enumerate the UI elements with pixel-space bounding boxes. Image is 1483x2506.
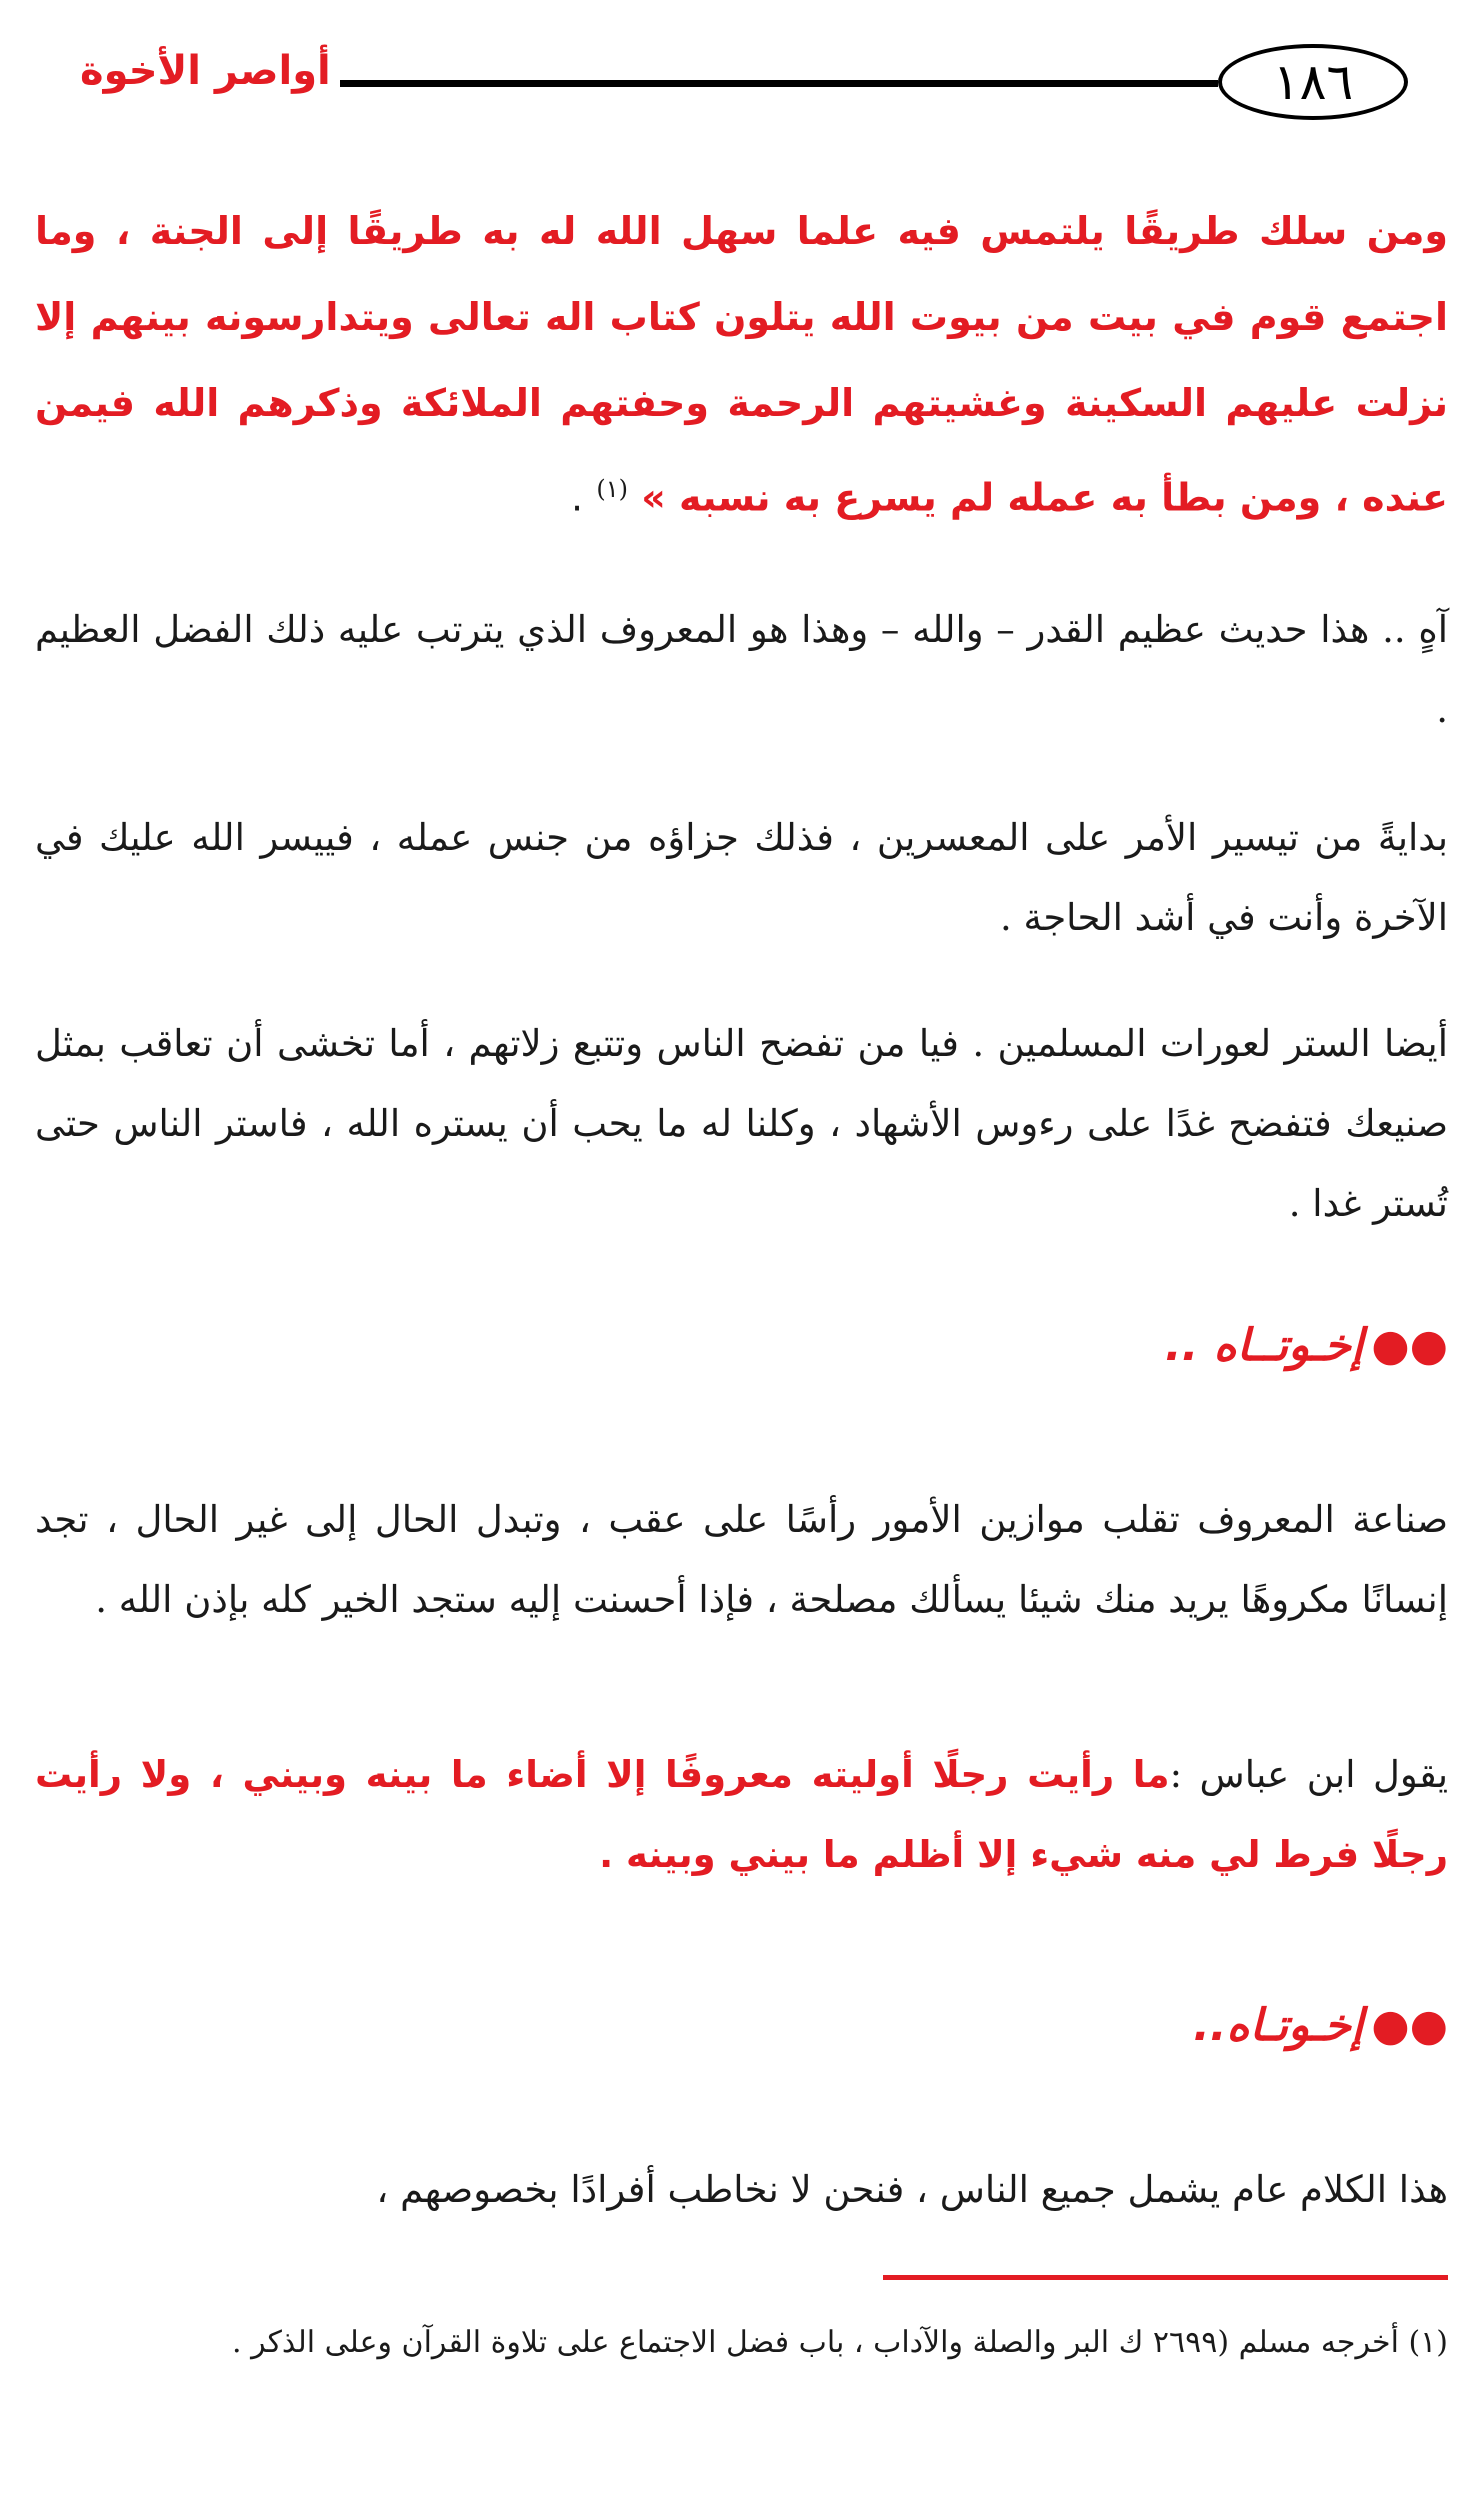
hadith-text: [35, 188, 1448, 541]
paragraph-2: بدايةً من تيسير الأمر على المعسرين ، فذلك جزاؤه من جنس عمله ، فييسر الله عليك في الآخرة وأنت في أشد الحاجة .: [35, 816, 1448, 939]
ibn-abbas-quote: ما رأيت رجلًا أوليته معروفًا إلا أضاء ما بينه وبيني ، ولا رأيت رجلًا فرط لي منه شيء إلا أظلم ما بيني وبينه .: [35, 1753, 1448, 1876]
heading-2-text: إخـوتـاه..: [1193, 2000, 1364, 2051]
paragraph-1: آهٍ .. هذا حديث عظيم القدر – والله – وهذا هو المعروف الذي يترتب عليه ذلك الفضل العظيم .: [35, 608, 1448, 731]
page-header: [40, 40, 1443, 130]
section-heading-1: [1165, 1320, 1448, 1371]
heading-bullets-icon: ●●: [1371, 1320, 1448, 1371]
hadith-end-dot: .: [571, 475, 584, 520]
heading-1-text: إخـوتــاه ..: [1164, 1320, 1364, 1371]
page-number: ١٨٦: [1218, 44, 1408, 120]
paragraph-5: [35, 1735, 1448, 1895]
section-heading-2: [1193, 2000, 1448, 2051]
hadith-body: ومن سلك طريقًا يلتمس فيه علما سهل الله له به طريقًا إلى الجنة ، وما اجتمع قوم في بيت من بيوت الله يتلون كتاب اله تعالى ويتدارسونه بينهم إلا نزلت عليهم السكينة وغشيتهم الرحمة وحفتهم الملائكة وذكرهم الله فيمن عنده ، ومن بطأ به عمله لم يسرع به نسبه »: [35, 209, 1448, 520]
footnote-reference: (١): [596, 475, 629, 503]
header-rule: [340, 80, 1218, 87]
heading-bullets-icon: ●●: [1371, 2000, 1448, 2051]
quote-attribution: يقول ابن عباس :: [1169, 1753, 1448, 1796]
paragraph-3: أيضا الستر لعورات المسلمين . فيا من تفضح الناس وتتبع زلاتهم ، أما تخشى أن تعاقب بمثل صنيعك فتفضح غدًا على رءوس الأشهاد ، وكلنا له ما يحب أن يستره الله ، فاستر الناس حتى تُستر غدا .: [35, 1022, 1448, 1225]
book-title: أواصر الأخوة: [80, 48, 331, 94]
paragraph-4: صناعة المعروف تقلب موازين الأمور رأسًا على عقب ، وتبدل الحال إلى غير الحال ، تجد إنسانًا مكروهًا يريد منك شيئا يسألك مصلحة ، فإذا أحسنت إليه ستجد الخير كله بإذن الله .: [35, 1498, 1448, 1621]
footnote-separator: [883, 2275, 1448, 2280]
footnote: (١) أخرجه مسلم (٢٦٩٩ ك البر والصلة والآداب ، باب فضل الاجتماع على تلاوة القرآن وعلى الذكر .: [232, 2325, 1448, 2360]
paragraph-6: هذا الكلام عام يشمل جميع الناس ، فنحن لا نخاطب أفرادًا بخصوصهم ،: [376, 2168, 1448, 2211]
